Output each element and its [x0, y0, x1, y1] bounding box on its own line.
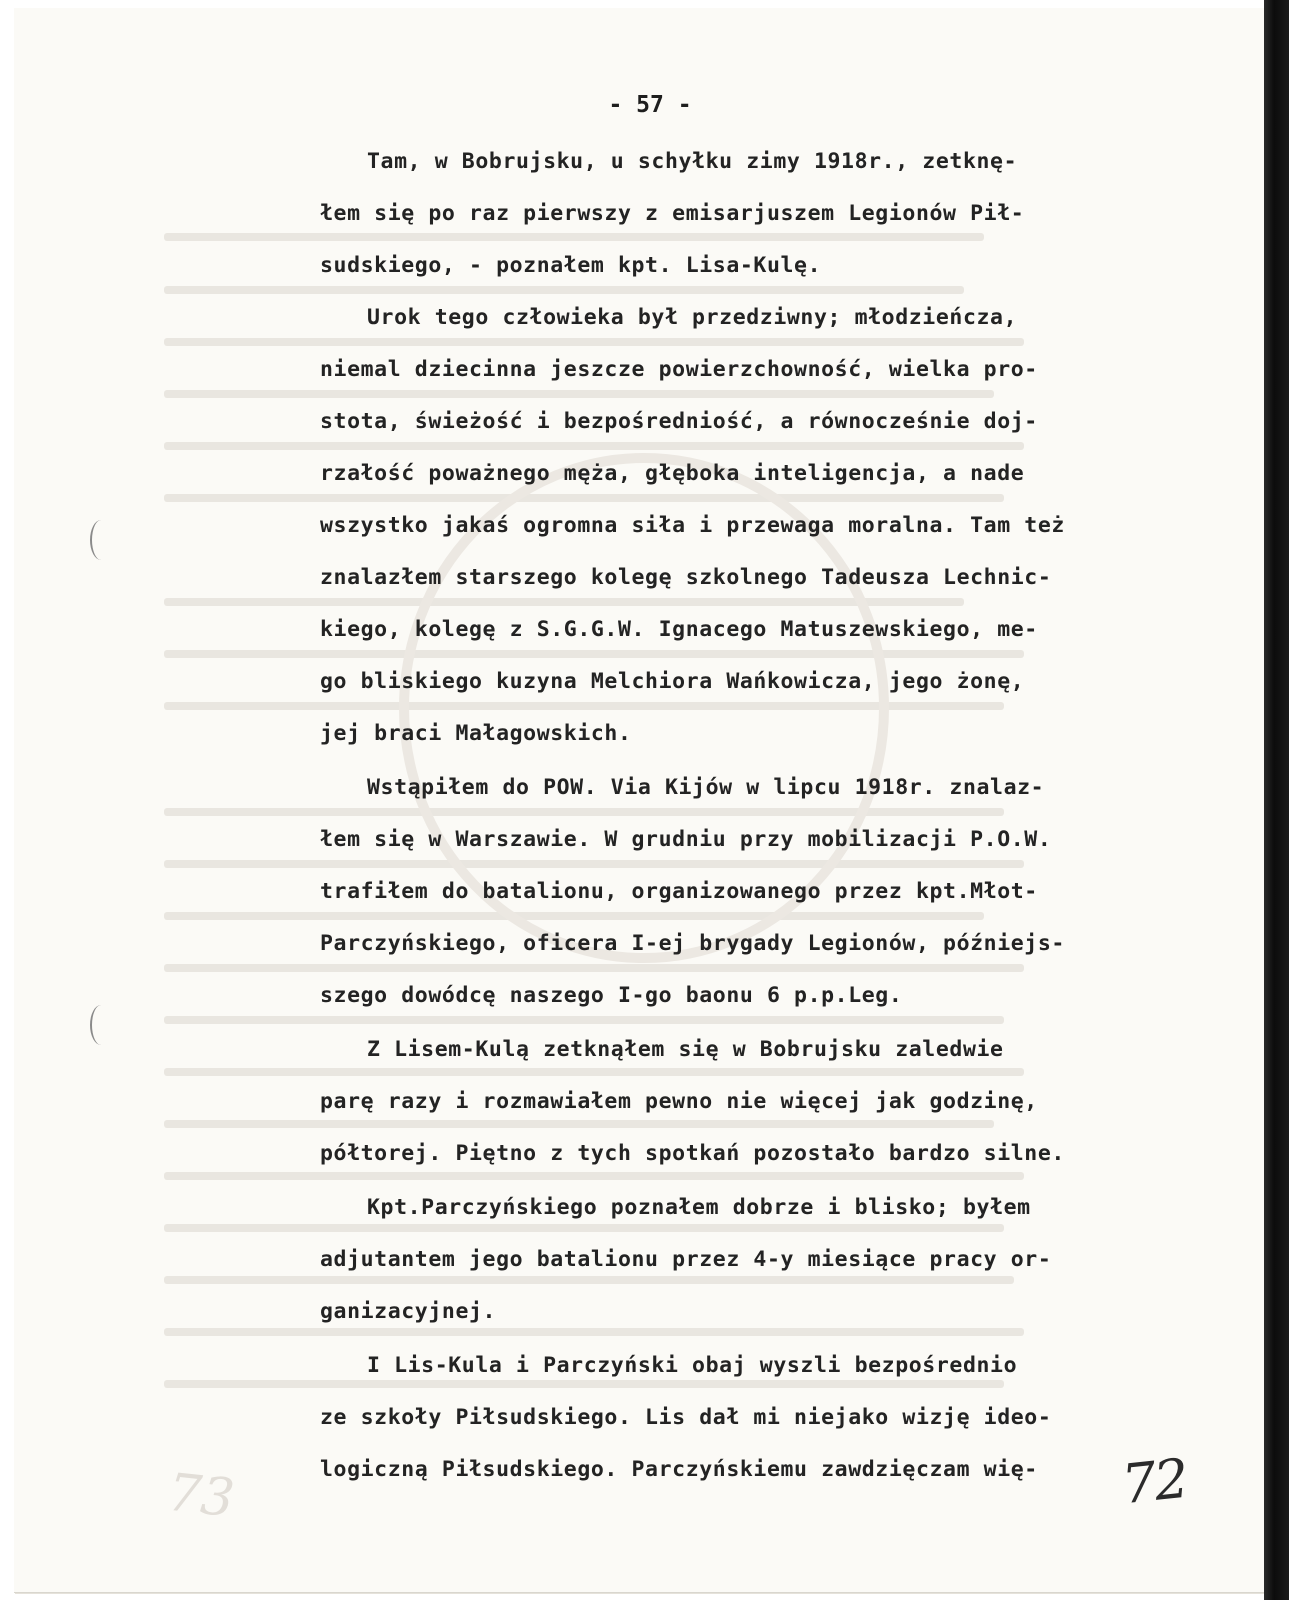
text-line: kiego, kolegę z S.G.G.W. Ignacego Matuszewskiego, me-	[320, 617, 1038, 642]
punch-hole-mark	[90, 1005, 112, 1045]
binding-edge	[1264, 0, 1289, 1600]
page-number: - 57 -	[608, 92, 692, 118]
text-line: jej braci Małagowskich.	[320, 721, 632, 746]
punch-hole-mark	[90, 520, 112, 560]
text-line: półtorej. Piętno z tych spotkań pozostało bardzo silne.	[320, 1141, 1065, 1166]
text-line: ganizacyjnej.	[320, 1299, 497, 1324]
text-line: logiczną Piłsudskiego. Parczyńskiemu zawdzięczam wię-	[320, 1457, 1038, 1482]
text-line: Kpt.Parczyńskiego poznałem dobrze i blisko; byłem	[367, 1195, 1031, 1220]
text-line: rzałość poważnego męża, głęboka inteligencja, a nade	[320, 461, 1025, 486]
text-line: adjutantem jego batalionu przez 4-y miesiące pracy or-	[320, 1247, 1052, 1272]
text-line: szego dowódcę naszego I-go baonu 6 p.p.Leg.	[320, 983, 903, 1008]
handwritten-folio-number: 72	[1118, 1446, 1190, 1517]
text-line: stota, świeżość i bezpośredniość, a równocześnie doj-	[320, 409, 1038, 434]
text-line: niemal dziecinna jeszcze powierzchowność, wielka pro-	[320, 357, 1038, 382]
text-line: parę razy i rozmawiałem pewno nie więcej jak godzinę,	[320, 1089, 1038, 1114]
text-line: go bliskiego kuzyna Melchiora Wańkowicza, jego żonę,	[320, 669, 1025, 694]
bleed-through-number: 73	[165, 1462, 238, 1530]
text-line: Z Lisem-Kulą zetknąłem się w Bobrujsku zaledwie	[367, 1037, 1004, 1062]
text-line: Parczyńskiego, oficera I-ej brygady Legionów, późniejs-	[320, 931, 1065, 956]
text-line: łem się po raz pierwszy z emisarjuszem Legionów Pił-	[320, 201, 1025, 226]
text-line: ze szkoły Piłsudskiego. Lis dał mi niejako wizję ideo-	[320, 1405, 1052, 1430]
text-line: trafiłem do batalionu, organizowanego przez kpt.Młot-	[320, 879, 1038, 904]
text-line: Wstąpiłem do POW. Via Kijów w lipcu 1918r. znalaz-	[367, 775, 1045, 800]
text-line: I Lis-Kula i Parczyński obaj wyszli bezpośrednio	[367, 1353, 1018, 1378]
text-line: Tam, w Bobrujsku, u schyłku zimy 1918r., zetknę-	[367, 149, 1018, 174]
text-line: Urok tego człowieka był przedziwny; młodzieńcza,	[367, 305, 1018, 330]
text-line: sudskiego, - poznałem kpt. Lisa-Kulę.	[320, 253, 822, 278]
text-line: łem się w Warszawie. W grudniu przy mobilizacji P.O.W.	[320, 827, 1052, 852]
text-line: znalazłem starszego kolegę szkolnego Tadeusza Lechnic-	[320, 565, 1052, 590]
text-line: wszystko jakaś ogromna siła i przewaga moralna. Tam też	[320, 513, 1065, 538]
